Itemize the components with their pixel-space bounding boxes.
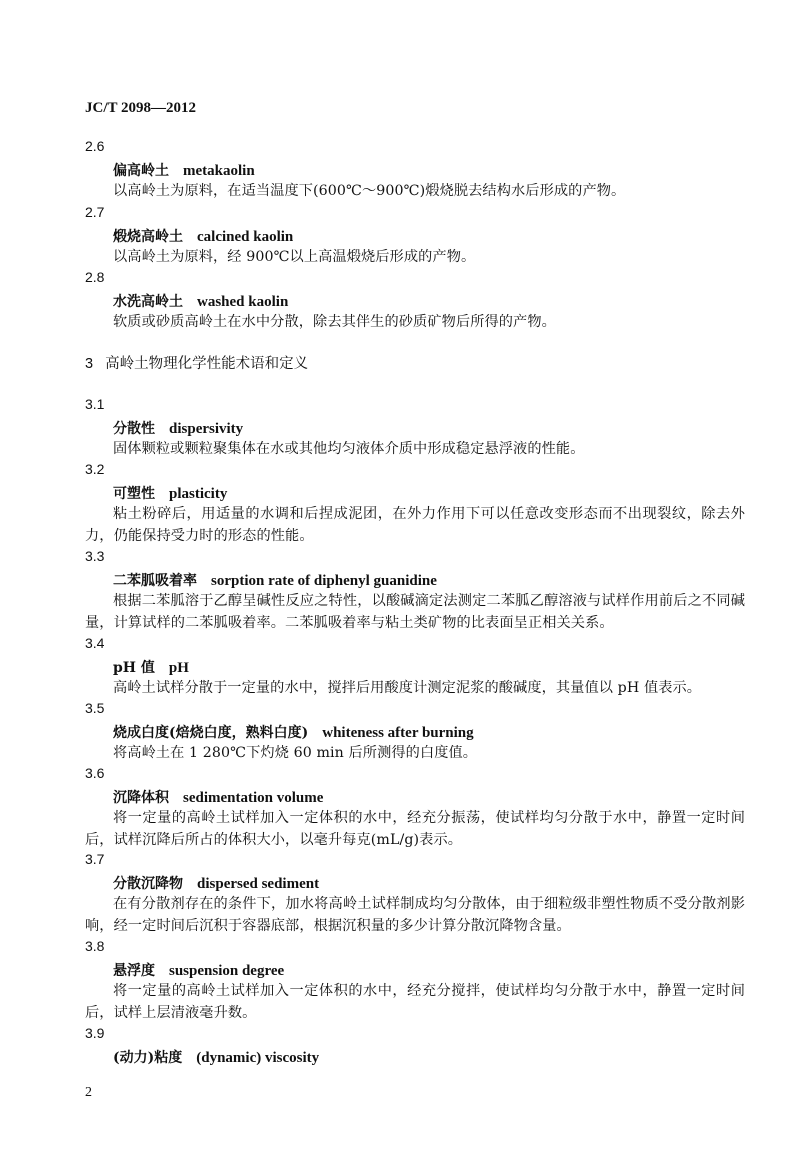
term-en: metakaolin xyxy=(183,163,255,179)
term-number: 3.6 xyxy=(85,765,105,781)
term-zh: 偏高岭土 xyxy=(113,163,169,179)
term-definition: 高岭土试样分散于一定量的水中，搅拌后用酸度计测定泥浆的酸碱度，其量值以 pH 值表示。 xyxy=(113,680,702,696)
term-en: sedimentation volume xyxy=(183,790,324,806)
term-en: plasticity xyxy=(169,486,228,502)
term-title xyxy=(113,226,293,246)
term-en: calcined kaolin xyxy=(197,229,294,245)
term-zh: 烧成白度(焙烧白度，熟料白度) xyxy=(113,725,309,741)
term-number: 2.8 xyxy=(85,269,105,285)
term-number: 3.4 xyxy=(85,635,105,651)
term-zh: 沉降体积 xyxy=(113,790,169,806)
term-zh: pH 值 xyxy=(113,660,155,676)
term-title xyxy=(113,1047,319,1067)
term-en: dispersivity xyxy=(169,421,244,437)
term-number: 3.9 xyxy=(85,1025,105,1041)
term-title xyxy=(113,960,284,980)
section-number: 3 xyxy=(85,356,94,372)
term-definition: 在有分散剂存在的条件下，加水将高岭土试样制成均匀分散体，由于细粒级非塑性物质不受分散剂影响，经一定时间后沉积于容器底部，根据沉积量的多少计算分散沉降物含量。 xyxy=(85,896,745,934)
term-en: sorption rate of diphenyl guanidine xyxy=(211,573,437,589)
term-number: 3.1 xyxy=(85,396,105,412)
term-number: 3.5 xyxy=(85,700,105,716)
term-zh: 可塑性 xyxy=(113,486,155,502)
term-title xyxy=(113,160,255,180)
term-zh: (动力)粘度 xyxy=(113,1050,183,1066)
term-zh: 二苯胍吸着率 xyxy=(113,573,197,589)
term-definition: 将高岭土在 1 280℃下灼烧 60 min 后所测得的白度值。 xyxy=(113,745,478,761)
page-number: 2 xyxy=(85,1085,92,1100)
term-definition: 以高岭土为原料，经 900℃以上高温煅烧后形成的产物。 xyxy=(113,249,476,265)
term-title xyxy=(113,570,437,590)
term-title xyxy=(113,722,474,742)
term-title xyxy=(113,418,243,438)
document-header: JC/T 2098—2012 xyxy=(85,100,196,116)
term-definition: 以高岭土为原料，在适当温度下(600℃～900℃)煅烧脱去结构水后形成的产物。 xyxy=(113,183,626,199)
term-en: dispersed sediment xyxy=(197,876,320,892)
term-definition: 固体颗粒或颗粒聚集体在水或其他均匀液体介质中形成稳定悬浮液的性能。 xyxy=(113,441,585,457)
section-heading xyxy=(85,352,308,373)
term-number: 3.8 xyxy=(85,938,105,954)
term-definition: 将一定量的高岭土试样加入一定体积的水中，经充分振荡，使试样均匀分散于水中，静置一定时间后，试样沉降后所占的体积大小，以毫升每克(mL/g)表示。 xyxy=(85,810,745,848)
term-title xyxy=(113,873,319,893)
term-number: 3.3 xyxy=(85,548,105,564)
term-number: 3.7 xyxy=(85,851,105,867)
term-en: whiteness after burning xyxy=(322,725,474,741)
term-number: 2.7 xyxy=(85,204,105,220)
term-definition: 软质或砂质高岭土在水中分散，除去其伴生的砂质矿物后所得的产物。 xyxy=(113,314,556,330)
term-en: washed kaolin xyxy=(197,294,289,310)
term-number: 2.6 xyxy=(85,138,105,154)
term-zh: 分散性 xyxy=(113,421,155,437)
term-title xyxy=(113,657,189,677)
term-definition: 粘土粉碎后，用适量的水调和后捏成泥团，在外力作用下可以任意改变形态而不出现裂纹，除去外力，仍能保持受力时的形态的性能。 xyxy=(85,506,745,544)
term-number: 3.2 xyxy=(85,461,105,477)
term-title xyxy=(113,291,288,311)
term-zh: 水洗高岭土 xyxy=(113,294,183,310)
term-definition: 将一定量的高岭土试样加入一定体积的水中，经充分搅拌，使试样均匀分散于水中，静置一定时间后，试样上层清液毫升数。 xyxy=(85,983,745,1021)
term-zh: 悬浮度 xyxy=(113,963,155,979)
term-title xyxy=(113,787,323,807)
term-en: suspension degree xyxy=(169,963,285,979)
term-zh: 分散沉降物 xyxy=(113,876,183,892)
section-title: 高岭土物理化学性能术语和定义 xyxy=(105,356,309,372)
term-definition: 根据二苯胍溶于乙醇呈碱性反应之特性，以酸碱滴定法测定二苯胍乙醇溶液与试样作用前后之不同碱量，计算试样的二苯胍吸着率。二苯胍吸着率与粘土类矿物的比表面呈正相关关系。 xyxy=(85,593,745,631)
term-zh: 煅烧高岭土 xyxy=(113,229,183,245)
term-title xyxy=(113,483,227,503)
term-en: pH xyxy=(168,660,189,676)
term-en: (dynamic) viscosity xyxy=(196,1050,320,1066)
